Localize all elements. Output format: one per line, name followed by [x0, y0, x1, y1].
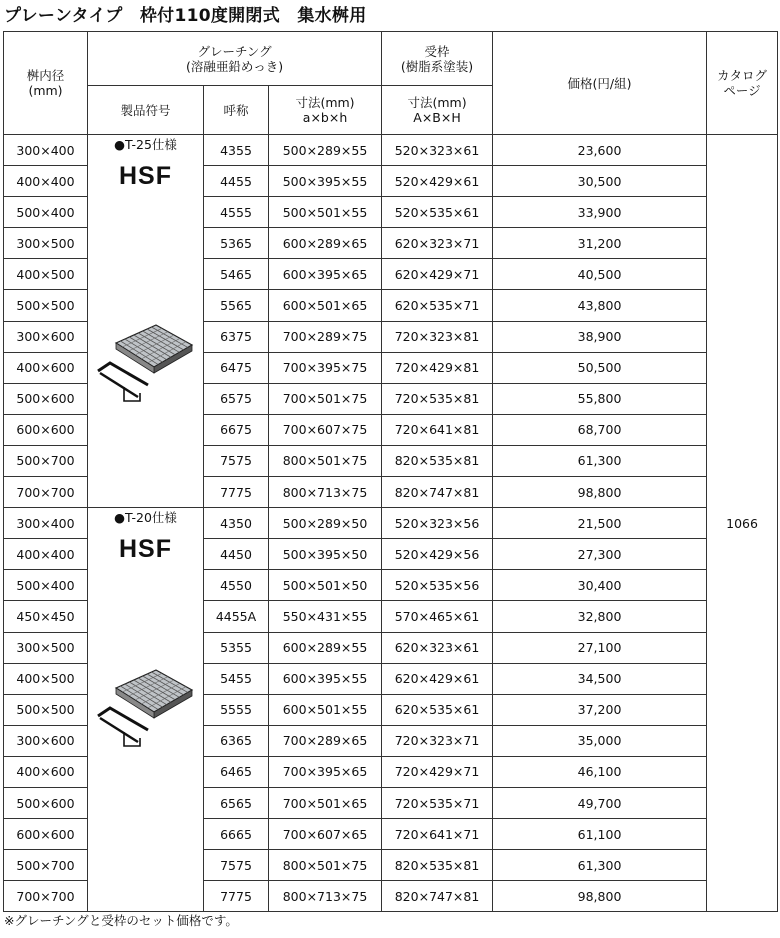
frame-dim-cell: 820×747×81: [382, 477, 493, 508]
frame-dim-cell: 520×323×56: [382, 508, 493, 539]
footnote: ※グレーチングと受枠のセット価格です。: [4, 913, 238, 928]
price-cell: 55,800: [493, 383, 707, 414]
price-cell: 98,800: [493, 477, 707, 508]
call-name-cell: 4555: [204, 197, 269, 228]
product-code-cell: [88, 508, 204, 912]
inner-size-cell: 500×400: [4, 570, 88, 601]
frame-dim-cell: 820×535×81: [382, 445, 493, 476]
grating-dim-cell: 600×395×55: [269, 663, 382, 694]
grating-dim-cell: 500×501×55: [269, 197, 382, 228]
call-name-cell: 6675: [204, 414, 269, 445]
inner-size-cell: 300×400: [4, 135, 88, 166]
price-cell: 37,200: [493, 694, 707, 725]
price-cell: 30,400: [493, 570, 707, 601]
frame-dim-cell: 820×747×81: [382, 881, 493, 912]
product-code-cell: [88, 135, 204, 508]
frame-dim-cell: 720×535×71: [382, 787, 493, 818]
inner-size-cell: 400×600: [4, 352, 88, 383]
inner-size-cell: 300×600: [4, 321, 88, 352]
inner-size-cell: 500×500: [4, 694, 88, 725]
header-dim-frame: 寸法(mm) A×B×H: [382, 86, 493, 135]
frame-dim-cell: 620×323×61: [382, 632, 493, 663]
inner-size-cell: 700×700: [4, 477, 88, 508]
frame-dim-cell: 720×641×81: [382, 414, 493, 445]
frame-dim-cell: 520×323×61: [382, 135, 493, 166]
call-name-cell: 6465: [204, 756, 269, 787]
grating-dim-cell: 600×501×55: [269, 694, 382, 725]
inner-size-cell: 600×600: [4, 819, 88, 850]
price-cell: 21,500: [493, 508, 707, 539]
frame-dim-cell: 570×465×61: [382, 601, 493, 632]
catalog-page-cell: 1066: [707, 135, 778, 912]
header-product-code: 製品符号: [88, 86, 204, 135]
frame-dim-cell: 720×535×81: [382, 383, 493, 414]
price-cell: 61,100: [493, 819, 707, 850]
call-name-cell: 7575: [204, 445, 269, 476]
call-name-cell: 4450: [204, 539, 269, 570]
table-row: [4, 508, 778, 539]
inner-size-cell: 500×400: [4, 197, 88, 228]
call-name-cell: 4455: [204, 166, 269, 197]
inner-size-cell: 400×500: [4, 663, 88, 694]
header-inner-size: 桝内径 (mm): [4, 32, 88, 135]
call-name-cell: 4350: [204, 508, 269, 539]
frame-dim-cell: 620×535×71: [382, 290, 493, 321]
call-name-cell: 5565: [204, 290, 269, 321]
model-name: HSF: [119, 162, 172, 190]
call-name-cell: 7775: [204, 477, 269, 508]
price-cell: 43,800: [493, 290, 707, 321]
price-cell: 49,700: [493, 787, 707, 818]
header-call-name: 呼称: [204, 86, 269, 135]
inner-size-cell: 300×400: [4, 508, 88, 539]
header-dim-grating: 寸法(mm) a×b×h: [269, 86, 382, 135]
price-cell: 23,600: [493, 135, 707, 166]
price-cell: 68,700: [493, 414, 707, 445]
price-cell: 46,100: [493, 756, 707, 787]
grating-dim-cell: 800×713×75: [269, 881, 382, 912]
price-cell: 31,200: [493, 228, 707, 259]
frame-dim-cell: 620×429×71: [382, 259, 493, 290]
spec-label: ●T-20仕様: [114, 510, 177, 526]
grating-dim-cell: 500×289×55: [269, 135, 382, 166]
grating-dim-cell: 700×607×65: [269, 819, 382, 850]
grating-dim-cell: 700×501×65: [269, 787, 382, 818]
grating-dim-cell: 600×289×65: [269, 228, 382, 259]
inner-size-cell: 300×500: [4, 632, 88, 663]
price-cell: 61,300: [493, 445, 707, 476]
frame-dim-cell: 720×429×71: [382, 756, 493, 787]
price-cell: 32,800: [493, 601, 707, 632]
grating-dim-cell: 700×289×65: [269, 725, 382, 756]
page-title: プレーンタイプ 枠付110度開閉式 集水桝用: [4, 6, 367, 26]
price-cell: 33,900: [493, 197, 707, 228]
grating-dim-cell: 500×501×50: [269, 570, 382, 601]
grating-dim-cell: 800×501×75: [269, 445, 382, 476]
call-name-cell: 5365: [204, 228, 269, 259]
inner-size-cell: 500×500: [4, 290, 88, 321]
call-name-cell: 5355: [204, 632, 269, 663]
frame-dim-cell: 820×535×81: [382, 850, 493, 881]
frame-dim-cell: 520×429×61: [382, 166, 493, 197]
grating-dim-cell: 500×395×50: [269, 539, 382, 570]
inner-size-cell: 300×500: [4, 228, 88, 259]
call-name-cell: 4355: [204, 135, 269, 166]
header-row-1: [4, 32, 778, 86]
frame-dim-cell: 620×429×61: [382, 663, 493, 694]
grating-dim-cell: 700×501×75: [269, 383, 382, 414]
inner-size-cell: 500×600: [4, 787, 88, 818]
price-cell: 98,800: [493, 881, 707, 912]
frame-dim-cell: 520×535×56: [382, 570, 493, 601]
header-price: 価格(円/組): [493, 32, 707, 135]
price-cell: 50,500: [493, 352, 707, 383]
inner-size-cell: 300×600: [4, 725, 88, 756]
table-row: [4, 135, 778, 166]
inner-size-cell: 400×400: [4, 539, 88, 570]
call-name-cell: 6575: [204, 383, 269, 414]
frame-dim-cell: 520×535×61: [382, 197, 493, 228]
grating-dim-cell: 700×395×75: [269, 352, 382, 383]
inner-size-cell: 500×700: [4, 445, 88, 476]
grating-dim-cell: 800×501×75: [269, 850, 382, 881]
price-cell: 27,300: [493, 539, 707, 570]
call-name-cell: 4455A: [204, 601, 269, 632]
spec-label: ●T-25仕様: [114, 137, 177, 152]
inner-size-cell: 500×700: [4, 850, 88, 881]
frame-dim-cell: 720×429×81: [382, 352, 493, 383]
grating-dim-cell: 700×395×65: [269, 756, 382, 787]
grating-dim-cell: 600×501×65: [269, 290, 382, 321]
call-name-cell: 7575: [204, 850, 269, 881]
price-cell: 35,000: [493, 725, 707, 756]
table-body: [4, 135, 778, 912]
call-name-cell: 5455: [204, 663, 269, 694]
header-frame: 受枠 (樹脂系塗装): [382, 32, 493, 86]
header-catalog: カタログ ページ: [707, 32, 778, 135]
frame-dim-cell: 720×323×71: [382, 725, 493, 756]
call-name-cell: 6475: [204, 352, 269, 383]
inner-size-cell: 400×600: [4, 756, 88, 787]
call-name-cell: 6375: [204, 321, 269, 352]
inner-size-cell: 400×500: [4, 259, 88, 290]
frame-dim-cell: 620×535×61: [382, 694, 493, 725]
inner-size-cell: 400×400: [4, 166, 88, 197]
grating-dim-cell: 500×289×50: [269, 508, 382, 539]
frame-dim-cell: 720×323×81: [382, 321, 493, 352]
header-grating: グレーチング (溶融亜鉛めっき): [88, 32, 382, 86]
call-name-cell: 6665: [204, 819, 269, 850]
inner-size-cell: 600×600: [4, 414, 88, 445]
grating-dim-cell: 800×713×75: [269, 477, 382, 508]
grating-dim-cell: 700×607×75: [269, 414, 382, 445]
price-cell: 27,100: [493, 632, 707, 663]
inner-size-cell: 500×600: [4, 383, 88, 414]
model-name: HSF: [119, 535, 172, 564]
frame-dim-cell: 720×641×71: [382, 819, 493, 850]
call-name-cell: 4550: [204, 570, 269, 601]
grating-image-icon: [94, 323, 194, 403]
inner-size-cell: 700×700: [4, 881, 88, 912]
grating-dim-cell: 600×289×55: [269, 632, 382, 663]
grating-dim-cell: 600×395×65: [269, 259, 382, 290]
call-name-cell: 5465: [204, 259, 269, 290]
price-cell: 34,500: [493, 663, 707, 694]
call-name-cell: 5555: [204, 694, 269, 725]
price-cell: 61,300: [493, 850, 707, 881]
price-cell: 38,900: [493, 321, 707, 352]
call-name-cell: 7775: [204, 881, 269, 912]
call-name-cell: 6365: [204, 725, 269, 756]
grating-image-icon: [94, 668, 194, 748]
frame-dim-cell: 520×429×56: [382, 539, 493, 570]
inner-size-cell: 450×450: [4, 601, 88, 632]
frame-dim-cell: 620×323×71: [382, 228, 493, 259]
grating-dim-cell: 700×289×75: [269, 321, 382, 352]
price-table: [3, 31, 778, 912]
grating-dim-cell: 550×431×55: [269, 601, 382, 632]
grating-dim-cell: 500×395×55: [269, 166, 382, 197]
price-cell: 40,500: [493, 259, 707, 290]
call-name-cell: 6565: [204, 787, 269, 818]
price-cell: 30,500: [493, 166, 707, 197]
